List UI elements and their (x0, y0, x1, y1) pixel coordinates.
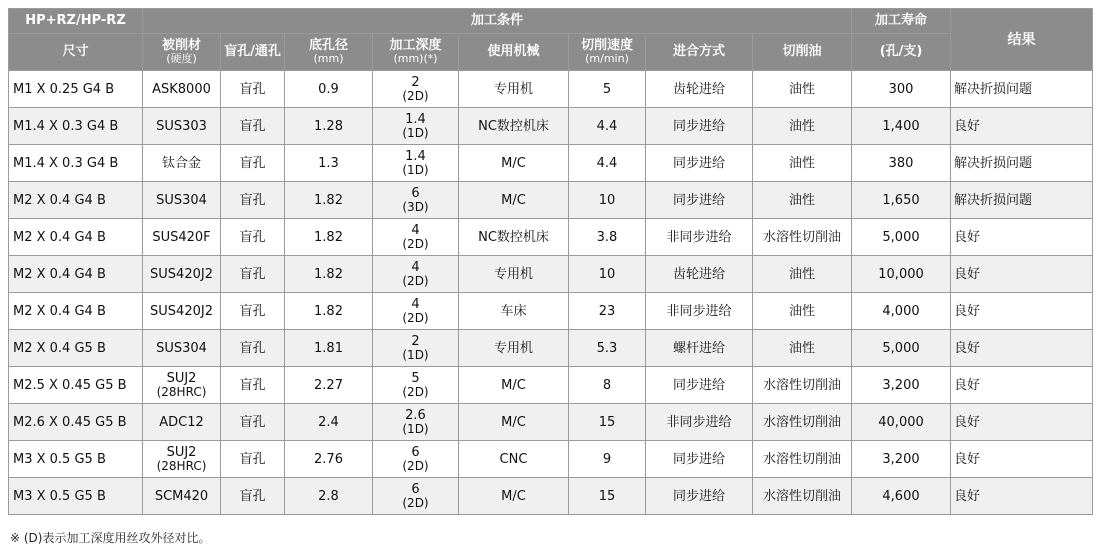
material-cell (143, 71, 221, 108)
size-cell: M2 X 0.4 G4 B (9, 293, 143, 330)
hole-type-cell: 盲孔 (221, 145, 285, 182)
table-row (9, 404, 1093, 441)
speed-header (569, 34, 646, 71)
depth-ratio: (2D) (402, 311, 429, 325)
feed-header: 进合方式 (646, 34, 753, 71)
depth-ratio: (2D) (402, 385, 429, 399)
material-cell (143, 219, 221, 256)
material-header-sub: (硬度) (166, 52, 197, 65)
table-row (9, 182, 1093, 219)
oil-cell: 油性 (753, 330, 852, 367)
tapping-results-table (8, 8, 1093, 515)
material-name: SUJ2 (166, 371, 197, 386)
material-name: SUS420J2 (150, 266, 213, 282)
machine-cell: NC数控机床 (459, 219, 569, 256)
life-group-header: 加工寿命 (852, 9, 951, 34)
feed-cell: 非同步进给 (646, 219, 753, 256)
size-cell: M3 X 0.5 G5 B (9, 478, 143, 515)
life-cell: 4,000 (852, 293, 951, 330)
depth-header (373, 34, 459, 71)
table-row (9, 441, 1093, 478)
bore-header-unit: (mm) (313, 52, 344, 65)
speed-cell: 15 (569, 478, 646, 515)
size-cell: M1 X 0.25 G4 B (9, 71, 143, 108)
conditions-group-header: 加工条件 (143, 9, 852, 34)
size-cell: M1.4 X 0.3 G4 B (9, 108, 143, 145)
life-cell: 3,200 (852, 441, 951, 478)
size-cell: M1.4 X 0.3 G4 B (9, 145, 143, 182)
depth-value: 1.4 (405, 112, 426, 127)
depth-cell (373, 71, 459, 108)
life-cell: 1,650 (852, 182, 951, 219)
material-name: SUS304 (156, 340, 207, 356)
machine-cell: M/C (459, 367, 569, 404)
bore-cell: 2.27 (285, 367, 373, 404)
life-cell: 5,000 (852, 330, 951, 367)
life-cell: 4,600 (852, 478, 951, 515)
depth-value: 4 (411, 260, 420, 275)
hole-type-cell: 盲孔 (221, 441, 285, 478)
result-cell: 良好 (951, 478, 1093, 515)
result-header: 结果 (951, 9, 1093, 71)
speed-cell: 5 (569, 71, 646, 108)
depth-value: 2.6 (405, 408, 426, 423)
material-cell (143, 182, 221, 219)
depth-ratio: (1D) (402, 126, 429, 140)
material-cell (143, 145, 221, 182)
depth-value: 6 (411, 445, 420, 460)
feed-cell: 齿轮进给 (646, 71, 753, 108)
machine-header: 使用机械 (459, 34, 569, 71)
depth-ratio: (2D) (402, 89, 429, 103)
bore-header-label: 底孔径 (308, 38, 348, 53)
material-cell (143, 478, 221, 515)
material-cell (143, 441, 221, 478)
result-cell: 良好 (951, 367, 1093, 404)
machine-cell: CNC (459, 441, 569, 478)
oil-cell: 油性 (753, 293, 852, 330)
machine-cell: M/C (459, 404, 569, 441)
material-hardness: (28HRC) (156, 385, 207, 399)
feed-cell: 同步进给 (646, 367, 753, 404)
life-unit-header: (孔/支) (852, 34, 951, 71)
depth-value: 1.4 (405, 149, 426, 164)
result-cell: 解决折损问题 (951, 145, 1093, 182)
depth-cell (373, 108, 459, 145)
material-name: SUS304 (156, 192, 207, 208)
feed-cell: 同步进给 (646, 145, 753, 182)
size-cell: M2 X 0.4 G5 B (9, 330, 143, 367)
result-cell: 解决折损问题 (951, 71, 1093, 108)
material-name: SCM420 (154, 488, 209, 504)
footnote: ※ (D)表示加工深度用丝攻外径对比。 (10, 531, 211, 545)
depth-ratio: (1D) (402, 422, 429, 436)
depth-cell (373, 478, 459, 515)
feed-cell: 同步进给 (646, 478, 753, 515)
speed-cell: 3.8 (569, 219, 646, 256)
oil-cell: 水溶性切削油 (753, 478, 852, 515)
speed-cell: 4.4 (569, 145, 646, 182)
speed-cell: 9 (569, 441, 646, 478)
hole-type-cell: 盲孔 (221, 108, 285, 145)
hole-type-cell: 盲孔 (221, 478, 285, 515)
machine-cell: 专用机 (459, 256, 569, 293)
machine-cell: NC数控机床 (459, 108, 569, 145)
material-hardness: (28HRC) (156, 459, 207, 473)
bore-cell: 1.82 (285, 182, 373, 219)
result-cell: 良好 (951, 108, 1093, 145)
bore-cell: 1.82 (285, 219, 373, 256)
depth-ratio: (2D) (402, 459, 429, 473)
depth-value: 6 (411, 186, 420, 201)
machine-cell: M/C (459, 478, 569, 515)
table-body (9, 71, 1093, 515)
size-cell: M2 X 0.4 G4 B (9, 182, 143, 219)
oil-cell: 水溶性切削油 (753, 441, 852, 478)
life-cell: 40,000 (852, 404, 951, 441)
size-cell: M2 X 0.4 G4 B (9, 219, 143, 256)
oil-cell: 油性 (753, 71, 852, 108)
table-row (9, 367, 1093, 404)
hole-type-cell: 盲孔 (221, 293, 285, 330)
bore-cell: 0.9 (285, 71, 373, 108)
table-row (9, 478, 1093, 515)
depth-cell (373, 219, 459, 256)
table-row (9, 219, 1093, 256)
bore-cell: 2.4 (285, 404, 373, 441)
feed-cell: 齿轮进给 (646, 256, 753, 293)
table-header (9, 9, 1093, 71)
feed-cell: 同步进给 (646, 182, 753, 219)
hole-type-cell: 盲孔 (221, 256, 285, 293)
bore-cell: 1.81 (285, 330, 373, 367)
result-cell: 良好 (951, 404, 1093, 441)
speed-cell: 5.3 (569, 330, 646, 367)
feed-cell: 同步进给 (646, 441, 753, 478)
material-name: SUS420J2 (150, 303, 213, 319)
depth-value: 6 (411, 482, 420, 497)
hole-type-header: 盲孔/通孔 (221, 34, 285, 71)
bore-cell: 2.76 (285, 441, 373, 478)
speed-header-label: 切削速度 (580, 38, 633, 53)
bore-cell: 1.82 (285, 293, 373, 330)
material-name: SUS420F (152, 229, 211, 245)
hole-type-cell: 盲孔 (221, 367, 285, 404)
depth-cell (373, 256, 459, 293)
machine-cell: 车床 (459, 293, 569, 330)
material-name: ADC12 (159, 414, 204, 430)
oil-cell: 油性 (753, 256, 852, 293)
table-row (9, 145, 1093, 182)
table-row (9, 71, 1093, 108)
hole-type-cell: 盲孔 (221, 219, 285, 256)
depth-ratio: (2D) (402, 237, 429, 251)
material-cell (143, 108, 221, 145)
speed-cell: 4.4 (569, 108, 646, 145)
oil-cell: 油性 (753, 108, 852, 145)
material-name: ASK8000 (152, 81, 211, 97)
speed-cell: 10 (569, 182, 646, 219)
depth-ratio: (2D) (402, 274, 429, 288)
depth-cell (373, 145, 459, 182)
bore-cell: 1.28 (285, 108, 373, 145)
life-cell: 1,400 (852, 108, 951, 145)
depth-cell (373, 182, 459, 219)
result-cell: 良好 (951, 219, 1093, 256)
result-cell: 良好 (951, 293, 1093, 330)
depth-cell (373, 441, 459, 478)
feed-cell: 非同步进给 (646, 293, 753, 330)
depth-ratio: (2D) (402, 496, 429, 510)
material-cell (143, 330, 221, 367)
hole-type-cell: 盲孔 (221, 330, 285, 367)
material-name: SUS303 (156, 118, 207, 134)
material-name: SUJ2 (166, 445, 197, 460)
hole-type-cell: 盲孔 (221, 71, 285, 108)
feed-cell: 非同步进给 (646, 404, 753, 441)
depth-value: 4 (411, 297, 420, 312)
series-header: HP+RZ/HP-RZ (9, 9, 143, 34)
life-cell: 10,000 (852, 256, 951, 293)
material-cell (143, 256, 221, 293)
life-cell: 3,200 (852, 367, 951, 404)
table-row (9, 108, 1093, 145)
depth-ratio: (3D) (402, 200, 429, 214)
depth-header-label: 加工深度 (389, 38, 442, 53)
machine-cell: 专用机 (459, 71, 569, 108)
bore-cell: 1.82 (285, 256, 373, 293)
depth-header-unit: (mm)(*) (393, 52, 438, 65)
feed-cell: 同步进给 (646, 108, 753, 145)
result-cell: 良好 (951, 256, 1093, 293)
material-cell (143, 404, 221, 441)
depth-value: 2 (411, 334, 420, 349)
oil-cell: 油性 (753, 182, 852, 219)
depth-cell (373, 404, 459, 441)
machine-cell: M/C (459, 182, 569, 219)
depth-ratio: (1D) (402, 348, 429, 362)
size-cell: M2.5 X 0.45 G5 B (9, 367, 143, 404)
depth-value: 2 (411, 75, 420, 90)
speed-cell: 23 (569, 293, 646, 330)
table-row (9, 293, 1093, 330)
depth-value: 5 (411, 371, 420, 386)
size-header: 尺寸 (9, 34, 143, 71)
depth-cell (373, 367, 459, 404)
oil-cell: 水溶性切削油 (753, 219, 852, 256)
speed-cell: 8 (569, 367, 646, 404)
material-header (143, 34, 221, 71)
depth-value: 4 (411, 223, 420, 238)
life-cell: 5,000 (852, 219, 951, 256)
oil-header: 切削油 (753, 34, 852, 71)
life-cell: 300 (852, 71, 951, 108)
material-name: 钛合金 (161, 155, 201, 171)
life-cell: 380 (852, 145, 951, 182)
hole-type-cell: 盲孔 (221, 404, 285, 441)
oil-cell: 油性 (753, 145, 852, 182)
oil-cell: 水溶性切削油 (753, 367, 852, 404)
bore-header (285, 34, 373, 71)
speed-header-unit: (m/min) (585, 52, 629, 65)
size-cell: M3 X 0.5 G5 B (9, 441, 143, 478)
depth-cell (373, 330, 459, 367)
table-row (9, 256, 1093, 293)
result-cell: 良好 (951, 441, 1093, 478)
result-cell: 解决折损问题 (951, 182, 1093, 219)
oil-cell: 水溶性切削油 (753, 404, 852, 441)
result-cell: 良好 (951, 330, 1093, 367)
material-header-label: 被削材 (161, 38, 201, 53)
bore-cell: 2.8 (285, 478, 373, 515)
depth-cell (373, 293, 459, 330)
bore-cell: 1.3 (285, 145, 373, 182)
speed-cell: 15 (569, 404, 646, 441)
hole-type-cell: 盲孔 (221, 182, 285, 219)
speed-cell: 10 (569, 256, 646, 293)
machine-cell: M/C (459, 145, 569, 182)
depth-ratio: (1D) (402, 163, 429, 177)
material-cell (143, 293, 221, 330)
feed-cell: 螺杆进给 (646, 330, 753, 367)
material-cell (143, 367, 221, 404)
size-cell: M2.6 X 0.45 G5 B (9, 404, 143, 441)
size-cell: M2 X 0.4 G4 B (9, 256, 143, 293)
machine-cell: 专用机 (459, 330, 569, 367)
table-row (9, 330, 1093, 367)
